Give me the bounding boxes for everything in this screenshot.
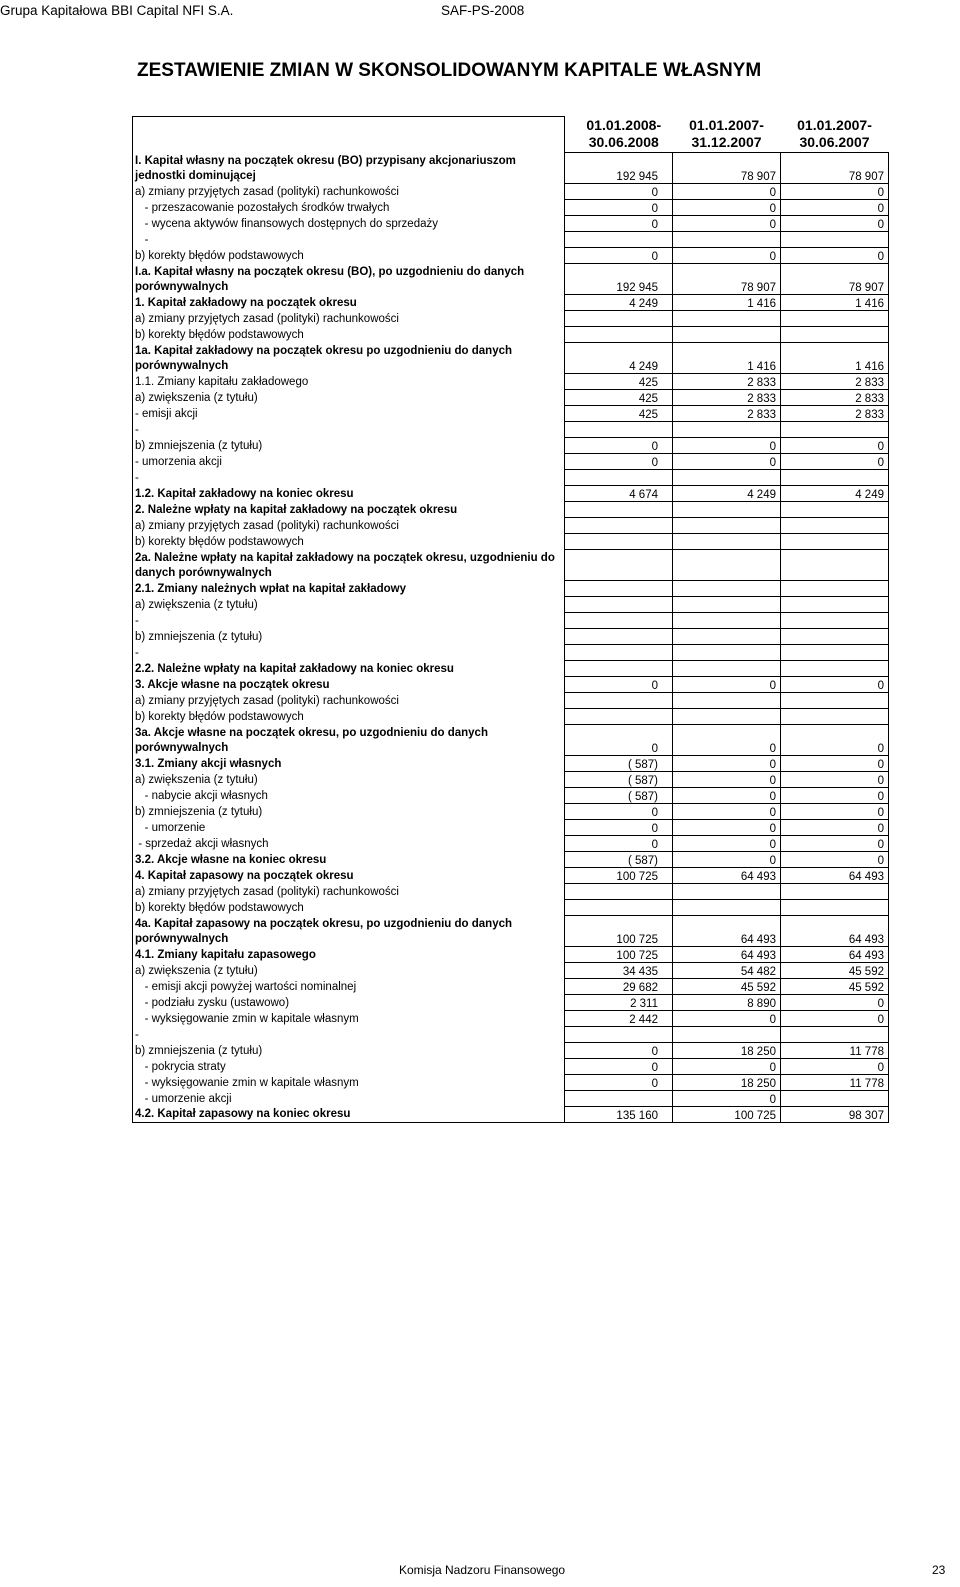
value-cell: 0 [673,1011,781,1027]
value-cell [781,581,889,597]
table-row [133,374,889,390]
value-cell [673,550,781,581]
value-cell: 0 [673,216,781,232]
table-row [133,581,889,597]
value-cell: 100 725 [673,1107,781,1123]
value-cell [673,613,781,629]
value-cell: 0 [565,804,673,820]
table-row [133,518,889,534]
value-cell: 0 [673,788,781,804]
value-cell: 0 [781,852,889,868]
value-cell: 98 307 [781,1107,889,1123]
table-row [133,470,889,486]
value-cell [781,550,889,581]
value-cell: 0 [673,454,781,470]
table-row [133,677,889,693]
value-cell [565,311,673,327]
value-cell: 100 725 [565,868,673,884]
value-cell: 64 493 [673,916,781,947]
value-cell [781,613,889,629]
value-cell: 4 249 [673,486,781,502]
row-label: b) korekty błędów podstawowych [133,709,565,725]
table-row [133,216,889,232]
value-cell [781,661,889,677]
table-row [133,804,889,820]
row-label: 2a. Należne wpłaty na kapitał zakładowy na początek okresu, uzgodnieniu do danych porównywalnych [133,550,565,581]
table-row [133,900,889,916]
value-cell: 78 907 [781,153,889,184]
row-label: b) zmniejszenia (z tytułu) [133,629,565,645]
value-cell [673,629,781,645]
row-label: a) zwiększenia (z tytułu) [133,772,565,788]
value-cell: 100 725 [565,947,673,963]
table-row [133,248,889,264]
value-cell [673,900,781,916]
table-row [133,709,889,725]
row-label: a) zmiany przyjętych zasad (polityki) rachunkowości [133,311,565,327]
value-cell: 0 [781,454,889,470]
row-label: - pokrycia straty [133,1059,565,1075]
value-cell: 8 890 [673,995,781,1011]
value-cell: 425 [565,406,673,422]
row-label: b) korekty błędów podstawowych [133,327,565,343]
row-label: - umorzenie akcji [133,1091,565,1107]
table-row [133,454,889,470]
value-cell: 78 907 [781,264,889,295]
value-cell [781,534,889,550]
table-row [133,963,889,979]
value-cell [565,645,673,661]
value-cell: ( 587) [565,788,673,804]
value-cell: 0 [565,1059,673,1075]
value-cell: 0 [781,995,889,1011]
value-cell: 0 [781,725,889,756]
page-title: ZESTAWIENIE ZMIAN W SKONSOLIDOWANYM KAPITALE WŁASNYM [137,60,762,81]
value-cell: 11 778 [781,1043,889,1059]
value-cell [673,502,781,518]
value-cell [565,232,673,248]
value-cell [673,597,781,613]
value-cell [781,900,889,916]
row-label: b) korekty błędów podstawowych [133,248,565,264]
value-cell: 0 [781,788,889,804]
value-cell: 64 493 [781,916,889,947]
table-row [133,311,889,327]
row-label: - [133,422,565,438]
value-cell: 4 249 [781,486,889,502]
row-label: - emisji akcji [133,406,565,422]
value-cell [781,327,889,343]
row-label: a) zmiany przyjętych zasad (polityki) rachunkowości [133,693,565,709]
value-cell: 135 160 [565,1107,673,1123]
column-header-label: 01.01.2008- 30.06.2008 [586,116,662,150]
header-report-code: SAF-PS-2008 [441,3,525,18]
value-cell [781,884,889,900]
row-label: b) korekty błędów podstawowych [133,900,565,916]
row-label: - wyksięgowanie zmin w kapitale własnym [133,1011,565,1027]
value-cell: 78 907 [673,264,781,295]
column-header [781,117,889,153]
table-row [133,820,889,836]
table-row [133,550,889,581]
row-label: a) zmiany przyjętych zasad (polityki) rachunkowości [133,518,565,534]
row-label: - wycena aktywów finansowych dostępnych do sprzedaży [133,216,565,232]
value-cell: 1 416 [673,343,781,374]
table-row [133,534,889,550]
value-cell: ( 587) [565,756,673,772]
value-cell [673,534,781,550]
value-cell: 0 [565,836,673,852]
value-cell [565,422,673,438]
value-cell [781,1091,889,1107]
value-cell: 2 442 [565,1011,673,1027]
value-cell [565,661,673,677]
table-row [133,852,889,868]
row-label: - [133,1027,565,1043]
value-cell: 0 [781,772,889,788]
value-cell: 0 [781,820,889,836]
value-cell: 2 833 [781,406,889,422]
value-cell: 0 [565,1043,673,1059]
value-cell [673,645,781,661]
value-cell: 0 [781,1011,889,1027]
value-cell: 2 833 [673,374,781,390]
value-cell: 0 [781,677,889,693]
value-cell: 45 592 [673,979,781,995]
header-company: Grupa Kapitałowa BBI Capital NFI S.A. [0,3,234,18]
value-cell [781,311,889,327]
table-row [133,979,889,995]
value-cell: 0 [673,248,781,264]
value-cell: 192 945 [565,264,673,295]
value-cell: 425 [565,374,673,390]
value-cell: ( 587) [565,852,673,868]
value-cell: 0 [673,1091,781,1107]
value-cell: 2 833 [781,390,889,406]
value-cell: 18 250 [673,1043,781,1059]
row-label: a) zwiększenia (z tytułu) [133,597,565,613]
row-label: b) zmniejszenia (z tytułu) [133,438,565,454]
value-cell: 18 250 [673,1075,781,1091]
value-cell: 0 [781,200,889,216]
table-row [133,1011,889,1027]
value-cell: 0 [565,1075,673,1091]
row-label: b) zmniejszenia (z tytułu) [133,804,565,820]
row-label: - nabycie akcji własnych [133,788,565,804]
value-cell [673,327,781,343]
value-cell: 4 674 [565,486,673,502]
value-cell: 0 [781,184,889,200]
value-cell: 0 [565,454,673,470]
value-cell: 29 682 [565,979,673,995]
table-row [133,725,889,756]
table-row [133,629,889,645]
value-cell: 0 [673,852,781,868]
value-cell: 0 [781,804,889,820]
row-label: - [133,232,565,248]
value-cell [781,422,889,438]
table-row [133,836,889,852]
row-label: 3.2. Akcje własne na koniec okresu [133,852,565,868]
table-row [133,232,889,248]
value-cell: 45 592 [781,963,889,979]
table-row [133,916,889,947]
table-row [133,756,889,772]
value-cell [565,518,673,534]
value-cell: 0 [565,200,673,216]
value-cell: 4 249 [565,343,673,374]
value-cell [565,502,673,518]
value-cell: 0 [565,248,673,264]
column-header [565,117,673,153]
table-row [133,788,889,804]
value-cell: 0 [673,772,781,788]
value-cell: 0 [781,836,889,852]
row-label: - wyksięgowanie zmin w kapitale własnym [133,1075,565,1091]
row-label: a) zmiany przyjętych zasad (polityki) rachunkowości [133,184,565,200]
table-row [133,1075,889,1091]
row-label: 3. Akcje własne na początek okresu [133,677,565,693]
table-row [133,597,889,613]
value-cell [673,884,781,900]
value-cell [565,1027,673,1043]
table-row [133,1091,889,1107]
page-number: 23 [932,1563,946,1577]
column-header [673,117,781,153]
table-row [133,327,889,343]
table-row [133,868,889,884]
row-label: 1.1. Zmiany kapitału zakładowego [133,374,565,390]
value-cell [565,1091,673,1107]
row-label: b) zmniejszenia (z tytułu) [133,1043,565,1059]
value-cell: 0 [565,820,673,836]
row-label: - przeszacowanie pozostałych środków trwałych [133,200,565,216]
table-row [133,693,889,709]
value-cell: 1 416 [781,295,889,311]
table-row [133,422,889,438]
value-cell: 0 [565,677,673,693]
row-label: a) zwiększenia (z tytułu) [133,963,565,979]
value-cell: 1 416 [673,295,781,311]
row-label: - umorzenia akcji [133,454,565,470]
value-cell [781,709,889,725]
value-cell: 0 [673,438,781,454]
value-cell: 34 435 [565,963,673,979]
row-label: a) zmiany przyjętych zasad (polityki) rachunkowości [133,884,565,900]
value-cell: 0 [673,725,781,756]
value-cell [565,693,673,709]
table-row [133,1027,889,1043]
value-cell: 64 493 [673,868,781,884]
row-label: 2.1. Zmiany należnych wpłat na kapitał zakładowy [133,581,565,597]
value-cell: 78 907 [673,153,781,184]
value-cell: 0 [673,836,781,852]
table-row [133,645,889,661]
value-cell [673,422,781,438]
table-row [133,295,889,311]
equity-changes-table [132,116,889,1123]
value-cell [565,900,673,916]
value-cell [565,550,673,581]
row-label: b) korekty błędów podstawowych [133,534,565,550]
row-label: - podziału zysku (ustawowo) [133,995,565,1011]
value-cell [565,581,673,597]
value-cell [673,470,781,486]
value-cell [565,470,673,486]
value-cell: 0 [673,804,781,820]
table-row [133,995,889,1011]
value-cell [673,311,781,327]
value-cell: 2 833 [673,406,781,422]
value-cell [565,597,673,613]
table-row [133,438,889,454]
value-cell: 64 493 [781,868,889,884]
value-cell: 2 833 [781,374,889,390]
table-row [133,1043,889,1059]
row-label: 4. Kapitał zapasowy na początek okresu [133,868,565,884]
row-label: 2.2. Należne wpłaty na kapitał zakładowy na koniec okresu [133,661,565,677]
row-label: - emisji akcji powyżej wartości nominalnej [133,979,565,995]
table-row [133,184,889,200]
table-row [133,772,889,788]
value-cell: 0 [673,677,781,693]
row-label: 1a. Kapitał zakładowy na początek okresu po uzgodnieniu do danych porównywalnych [133,343,565,374]
value-cell [565,613,673,629]
table-row [133,613,889,629]
table-row [133,1107,889,1123]
value-cell [781,597,889,613]
row-label: - [133,613,565,629]
row-label: a) zwiększenia (z tytułu) [133,390,565,406]
value-cell [673,232,781,248]
value-cell [781,1027,889,1043]
row-label: 1. Kapitał zakładowy na początek okresu [133,295,565,311]
row-label: I. Kapitał własny na początek okresu (BO) przypisany akcjonariuszom jednostki dominującej [133,153,565,184]
row-label: - umorzenie [133,820,565,836]
table-row [133,502,889,518]
value-cell: 192 945 [565,153,673,184]
value-cell: 1 416 [781,343,889,374]
value-cell [781,518,889,534]
row-label: 4a. Kapitał zapasowy na początek okresu, po uzgodnieniu do danych porównywalnych [133,916,565,947]
value-cell: 2 833 [673,390,781,406]
table-row [133,153,889,184]
value-cell: 0 [565,725,673,756]
row-label: - [133,645,565,661]
value-cell [565,709,673,725]
value-cell: 0 [565,216,673,232]
value-cell: 0 [781,438,889,454]
row-label: - sprzedaż akcji własnych [133,836,565,852]
value-cell [565,534,673,550]
value-cell: 64 493 [673,947,781,963]
row-label: 3.1. Zmiany akcji własnych [133,756,565,772]
table-row [133,200,889,216]
value-cell: 100 725 [565,916,673,947]
value-cell [673,693,781,709]
value-cell: 64 493 [781,947,889,963]
row-label: 2. Należne wpłaty na kapitał zakładowy na początek okresu [133,502,565,518]
value-cell: 0 [565,184,673,200]
row-label: 1.2. Kapitał zakładowy na koniec okresu [133,486,565,502]
value-cell [673,709,781,725]
value-cell [565,327,673,343]
row-label: - [133,470,565,486]
value-cell [565,629,673,645]
table-row [133,884,889,900]
table-row [133,1059,889,1075]
value-cell: 0 [673,184,781,200]
value-cell [673,518,781,534]
value-cell [781,470,889,486]
value-cell: 45 592 [781,979,889,995]
header-blank-cell [133,117,565,153]
table-row [133,406,889,422]
value-cell [781,629,889,645]
value-cell: ( 587) [565,772,673,788]
value-cell: 4 249 [565,295,673,311]
value-cell: 0 [673,820,781,836]
value-cell [781,645,889,661]
value-cell: 0 [781,1059,889,1075]
column-header-label: 01.01.2007- 30.06.2007 [797,116,872,150]
row-label: 3a. Akcje własne na początek okresu, po uzgodnieniu do danych porównywalnych [133,725,565,756]
row-label: I.a. Kapitał własny na początek okresu (BO), po uzgodnieniu do danych porównywalnych [133,264,565,295]
value-cell: 0 [673,756,781,772]
value-cell [781,502,889,518]
table-row [133,947,889,963]
value-cell [781,232,889,248]
value-cell: 0 [781,248,889,264]
table-row [133,486,889,502]
row-label: 4.2. Kapitał zapasowy na koniec okresu [133,1107,565,1123]
value-cell [565,884,673,900]
table-row [133,264,889,295]
value-cell: 0 [673,1059,781,1075]
value-cell [673,1027,781,1043]
value-cell: 2 311 [565,995,673,1011]
value-cell: 54 482 [673,963,781,979]
footer-text: Komisja Nadzoru Finansowego [399,1563,566,1577]
column-header-label: 01.01.2007- 31.12.2007 [689,116,764,150]
value-cell: 0 [673,200,781,216]
value-cell: 0 [565,438,673,454]
table-row [133,661,889,677]
value-cell: 425 [565,390,673,406]
value-cell: 11 778 [781,1075,889,1091]
value-cell [673,581,781,597]
value-cell [673,661,781,677]
value-cell [781,693,889,709]
value-cell: 0 [781,216,889,232]
value-cell: 0 [781,756,889,772]
row-label: 4.1. Zmiany kapitału zapasowego [133,947,565,963]
table-row [133,343,889,374]
table-row [133,390,889,406]
